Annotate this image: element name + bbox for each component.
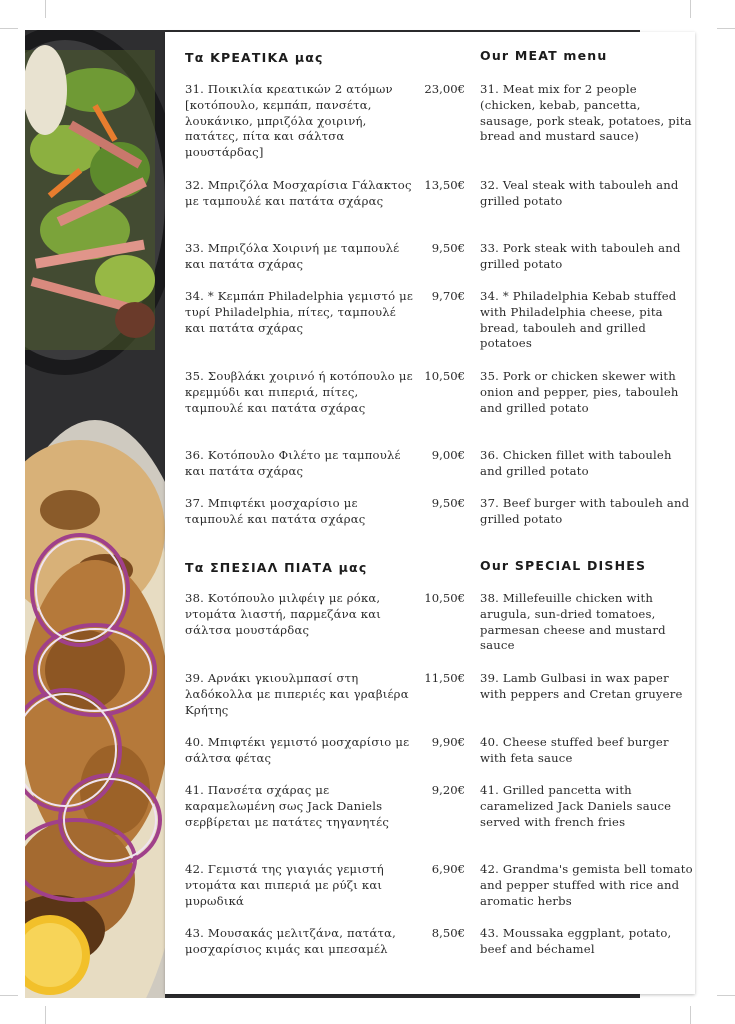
item-name-greek: 42. Γεμιστά της γιαγιάς γεμιστή ντομάτα και πιπεριά με ρύζι και μυρωδικά: [185, 862, 384, 908]
item-name-greek: 36. Κοτόπουλο Φιλέτο με ταμπουλέ και πατάτα σχάρας: [185, 448, 401, 478]
section-title-special-english: Our SPECIAL DISHES: [480, 558, 647, 573]
crop-mark: [0, 28, 18, 29]
item-name-english: 40. Cheese stuffed beef burger with feta sauce: [480, 735, 669, 765]
item-name-greek: 35. Σουβλάκι χοιρινό ή κοτόπουλο με κρεμμύδι και πιπεριά, πίτες, ταμπουλέ και πατάτα σχάρας: [185, 369, 413, 415]
crop-mark: [690, 1006, 691, 1024]
item-price: 10,50€: [424, 591, 465, 605]
item-name-greek: 32. Μπριζόλα Μοσχαρίσια Γάλακτος με ταμπουλέ και πατάτα σχάρας: [185, 178, 412, 208]
item-price: 9,20€: [431, 783, 465, 797]
item-name-english: 31. Meat mix for 2 people (chicken, kebab, pancetta, sausage, pork steak, potatoes, pita bread and mustard sauce): [480, 82, 692, 144]
crop-mark: [45, 1006, 46, 1024]
crop-mark: [690, 0, 691, 18]
item-name-english: 33. Pork steak with tabouleh and grilled potato: [480, 241, 681, 271]
food-photo-illustration: [25, 30, 165, 998]
item-price: 8,50€: [431, 926, 465, 940]
item-name-english: 35. Pork or chicken skewer with onion and pepper, pies, tabouleh and grilled potato: [480, 369, 679, 415]
crop-mark: [45, 0, 46, 18]
section-title-meat-english: Our MEAT menu: [480, 48, 608, 63]
item-price: 9,90€: [431, 735, 465, 749]
section-title-meat-greek: Τα ΚΡΕΑΤΙΚΑ μας: [185, 50, 324, 65]
menu-panel: [165, 32, 695, 994]
item-name-english: 39. Lamb Gulbasi in wax paper with peppers and Cretan gruyere: [480, 671, 683, 701]
item-price: 9,50€: [431, 241, 465, 255]
item-price: 9,00€: [431, 448, 465, 462]
item-price: 13,50€: [424, 178, 465, 192]
crop-mark: [0, 995, 18, 996]
item-name-english: 41. Grilled pancetta with caramelized Jack Daniels sauce served with french fries: [480, 783, 672, 829]
item-name-greek: 40. Μπιφτέκι γεμιστό μοσχαρίσιο με σάλτσα φέτας: [185, 735, 410, 765]
item-price: 9,50€: [431, 496, 465, 510]
item-name-greek: 38. Κοτόπουλο μιλφέιγ με ρόκα, ντομάτα λιαστή, παρμεζάνα και σάλτσα μουστάρδας: [185, 591, 382, 637]
item-name-english: 32. Veal steak with tabouleh and grilled potato: [480, 178, 679, 208]
item-name-english: 43. Moussaka eggplant, potato, beef and béchamel: [480, 926, 672, 956]
item-name-english: 38. Millefeuille chicken with arugula, sun-dried tomatoes, parmesan cheese and mustard sauce: [480, 591, 666, 653]
food-photo: [25, 30, 165, 998]
item-price: 10,50€: [424, 369, 465, 383]
item-name-greek: 43. Μουσακάς μελιτζάνα, πατάτα, μοσχαρίσιος κιμάς και μπεσαμέλ: [185, 926, 397, 956]
item-price: 11,50€: [424, 671, 465, 685]
section-title-special-greek: Τα ΣΠΕΣΙΑΛ ΠΙΑΤΑ μας: [185, 560, 368, 575]
item-name-english: 34. * Philadelphia Kebab stuffed with Philadelphia cheese, pita bread, tabouleh and grilled potatoes: [480, 289, 677, 351]
item-price: 6,90€: [431, 862, 465, 876]
crop-mark: [717, 28, 735, 29]
item-name-greek: 34. * Κεμπάπ Philadelphia γεμιστό με τυρί Philadelphia, πίτες, ταμπουλέ και πατάτα σχάρας: [185, 289, 414, 335]
item-name-greek: 41. Πανσέτα σχάρας με καραμελωμένη σως Jack Daniels σερβίρεται με πατάτες τηγανητές: [185, 783, 390, 829]
item-name-greek: 31. Ποικιλία κρεατικών 2 ατόμων [κοτόπουλο, κεμπάπ, πανσέτα, λουκάνικο, μπριζόλα χοιρινή, πατάτες, πίτα και σάλτσα μουστάρδας]: [185, 82, 393, 160]
item-name-english: 37. Beef burger with tabouleh and grilled potato: [480, 496, 690, 526]
item-name-greek: 39. Αρνάκι γκιουλμπασί στη λαδόκολλα με πιπεριές και γραβιέρα Κρήτης: [185, 671, 409, 717]
item-name-english: 36. Chicken fillet with tabouleh and grilled potato: [480, 448, 672, 478]
item-name-greek: 37. Μπιφτέκι μοσχαρίσιο με ταμπουλέ και πατάτα σχάρας: [185, 496, 366, 526]
item-price: 9,70€: [431, 289, 465, 303]
crop-mark: [717, 995, 735, 996]
item-price: 23,00€: [424, 82, 465, 96]
item-name-greek: 33. Μπριζόλα Χοιρινή με ταμπουλέ και πατάτα σχάρας: [185, 241, 400, 271]
item-name-english: 42. Grandma's gemista bell tomato and pepper stuffed with rice and aromatic herbs: [480, 862, 693, 908]
